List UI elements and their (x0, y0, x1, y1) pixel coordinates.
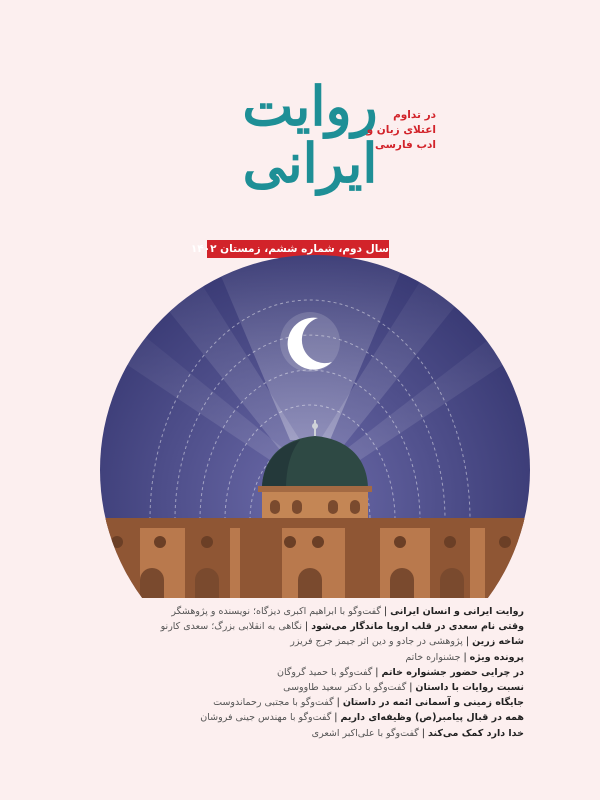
toc-desc: گفت‌وگو با علی‌اکبر اشعری (311, 727, 419, 739)
magazine-title: روایت ایرانی (242, 74, 378, 195)
toc-title: همه در قبال پیامبر(ص) وظیفه‌ای داریم (340, 712, 524, 724)
tagline-line-3: ادب فارسی (374, 139, 436, 151)
toc-item: همه در قبال پیامبر(ص) وظیفه‌ای داریم|گفت‌وگو با مهندس جینی فروشان (200, 712, 524, 724)
toc-title: در چرایی حضور جشنواره خاتم (381, 666, 524, 678)
toc-item: در چرایی حضور جشنواره خاتم|گفت‌وگو با حمید گروگان (277, 666, 524, 678)
toc-title: نسبت روایات با داستان (415, 682, 524, 694)
toc-item: شاخه زرین|پژوهشی در جادو و دین اثر جیمز جرج فریزر (290, 636, 524, 648)
toc-title: روایت ایرانی و انسان ایرانی (390, 606, 524, 617)
toc-item: پرونده ویژه|جشنواره خاتم (405, 651, 524, 663)
table-of-contents (60, 604, 524, 741)
toc-desc: گفت‌وگو با مجتبی رحماندوست (213, 697, 334, 709)
tagline-line-1: در تداوم (393, 109, 436, 121)
toc-title: خدا دارد کمک می‌کند (428, 727, 524, 739)
issue-info: سال دوم، شماره ششم، زمستان ۱۴۰۲ (207, 240, 389, 258)
toc-title: وقتی نام سعدی در قلب اروپا ماندگار می‌شود (311, 621, 524, 633)
toc-item: جایگاه زمینی و آسمانی ائمه در داستان|گفت‌وگو با مجتبی رحماندوست (213, 697, 524, 709)
toc-desc: گفت‌وگو با مهندس جینی فروشان (200, 712, 332, 724)
toc-title: پرونده ویژه (469, 651, 524, 663)
crescent-moon-icon (280, 312, 340, 372)
toc-desc: گفت‌وگو با ابراهیم اکبری دیزگاه؛ نویسنده و پژوهشگر (171, 606, 381, 617)
toc-item: نسبت روایات با داستان|گفت‌وگو با دکتر سعید طاووسی (283, 682, 524, 694)
toc-item: روایت ایرانی و انسان ایرانی|گفت‌وگو با ابراهیم اکبری دیزگاه؛ نویسنده و پژوهشگر (171, 606, 524, 617)
toc-desc: گفت‌وگو با حمید گروگان (277, 666, 373, 678)
toc-desc: پژوهشی در جادو و دین اثر جیمز جرج فریزر (290, 636, 463, 648)
toc-item: خدا دارد کمک می‌کند|گفت‌وگو با علی‌اکبر اشعری (311, 727, 524, 739)
toc-title: جایگاه زمینی و آسمانی ائمه در داستان (342, 697, 524, 709)
toc-desc: نگاهی به انقلابی بزرگ؛ سعدی کارنو (160, 621, 303, 633)
toc-item: وقتی نام سعدی در قلب اروپا ماندگار می‌شود|نگاهی به انقلابی بزرگ؛ سعدی کارنو (160, 621, 524, 633)
toc-title: شاخه زرین (472, 636, 524, 648)
toc-desc: جشنواره خاتم (405, 651, 461, 663)
toc-desc: گفت‌وگو با دکتر سعید طاووسی (283, 682, 407, 694)
tagline-line-2: اعتلای زبان و (366, 124, 436, 136)
